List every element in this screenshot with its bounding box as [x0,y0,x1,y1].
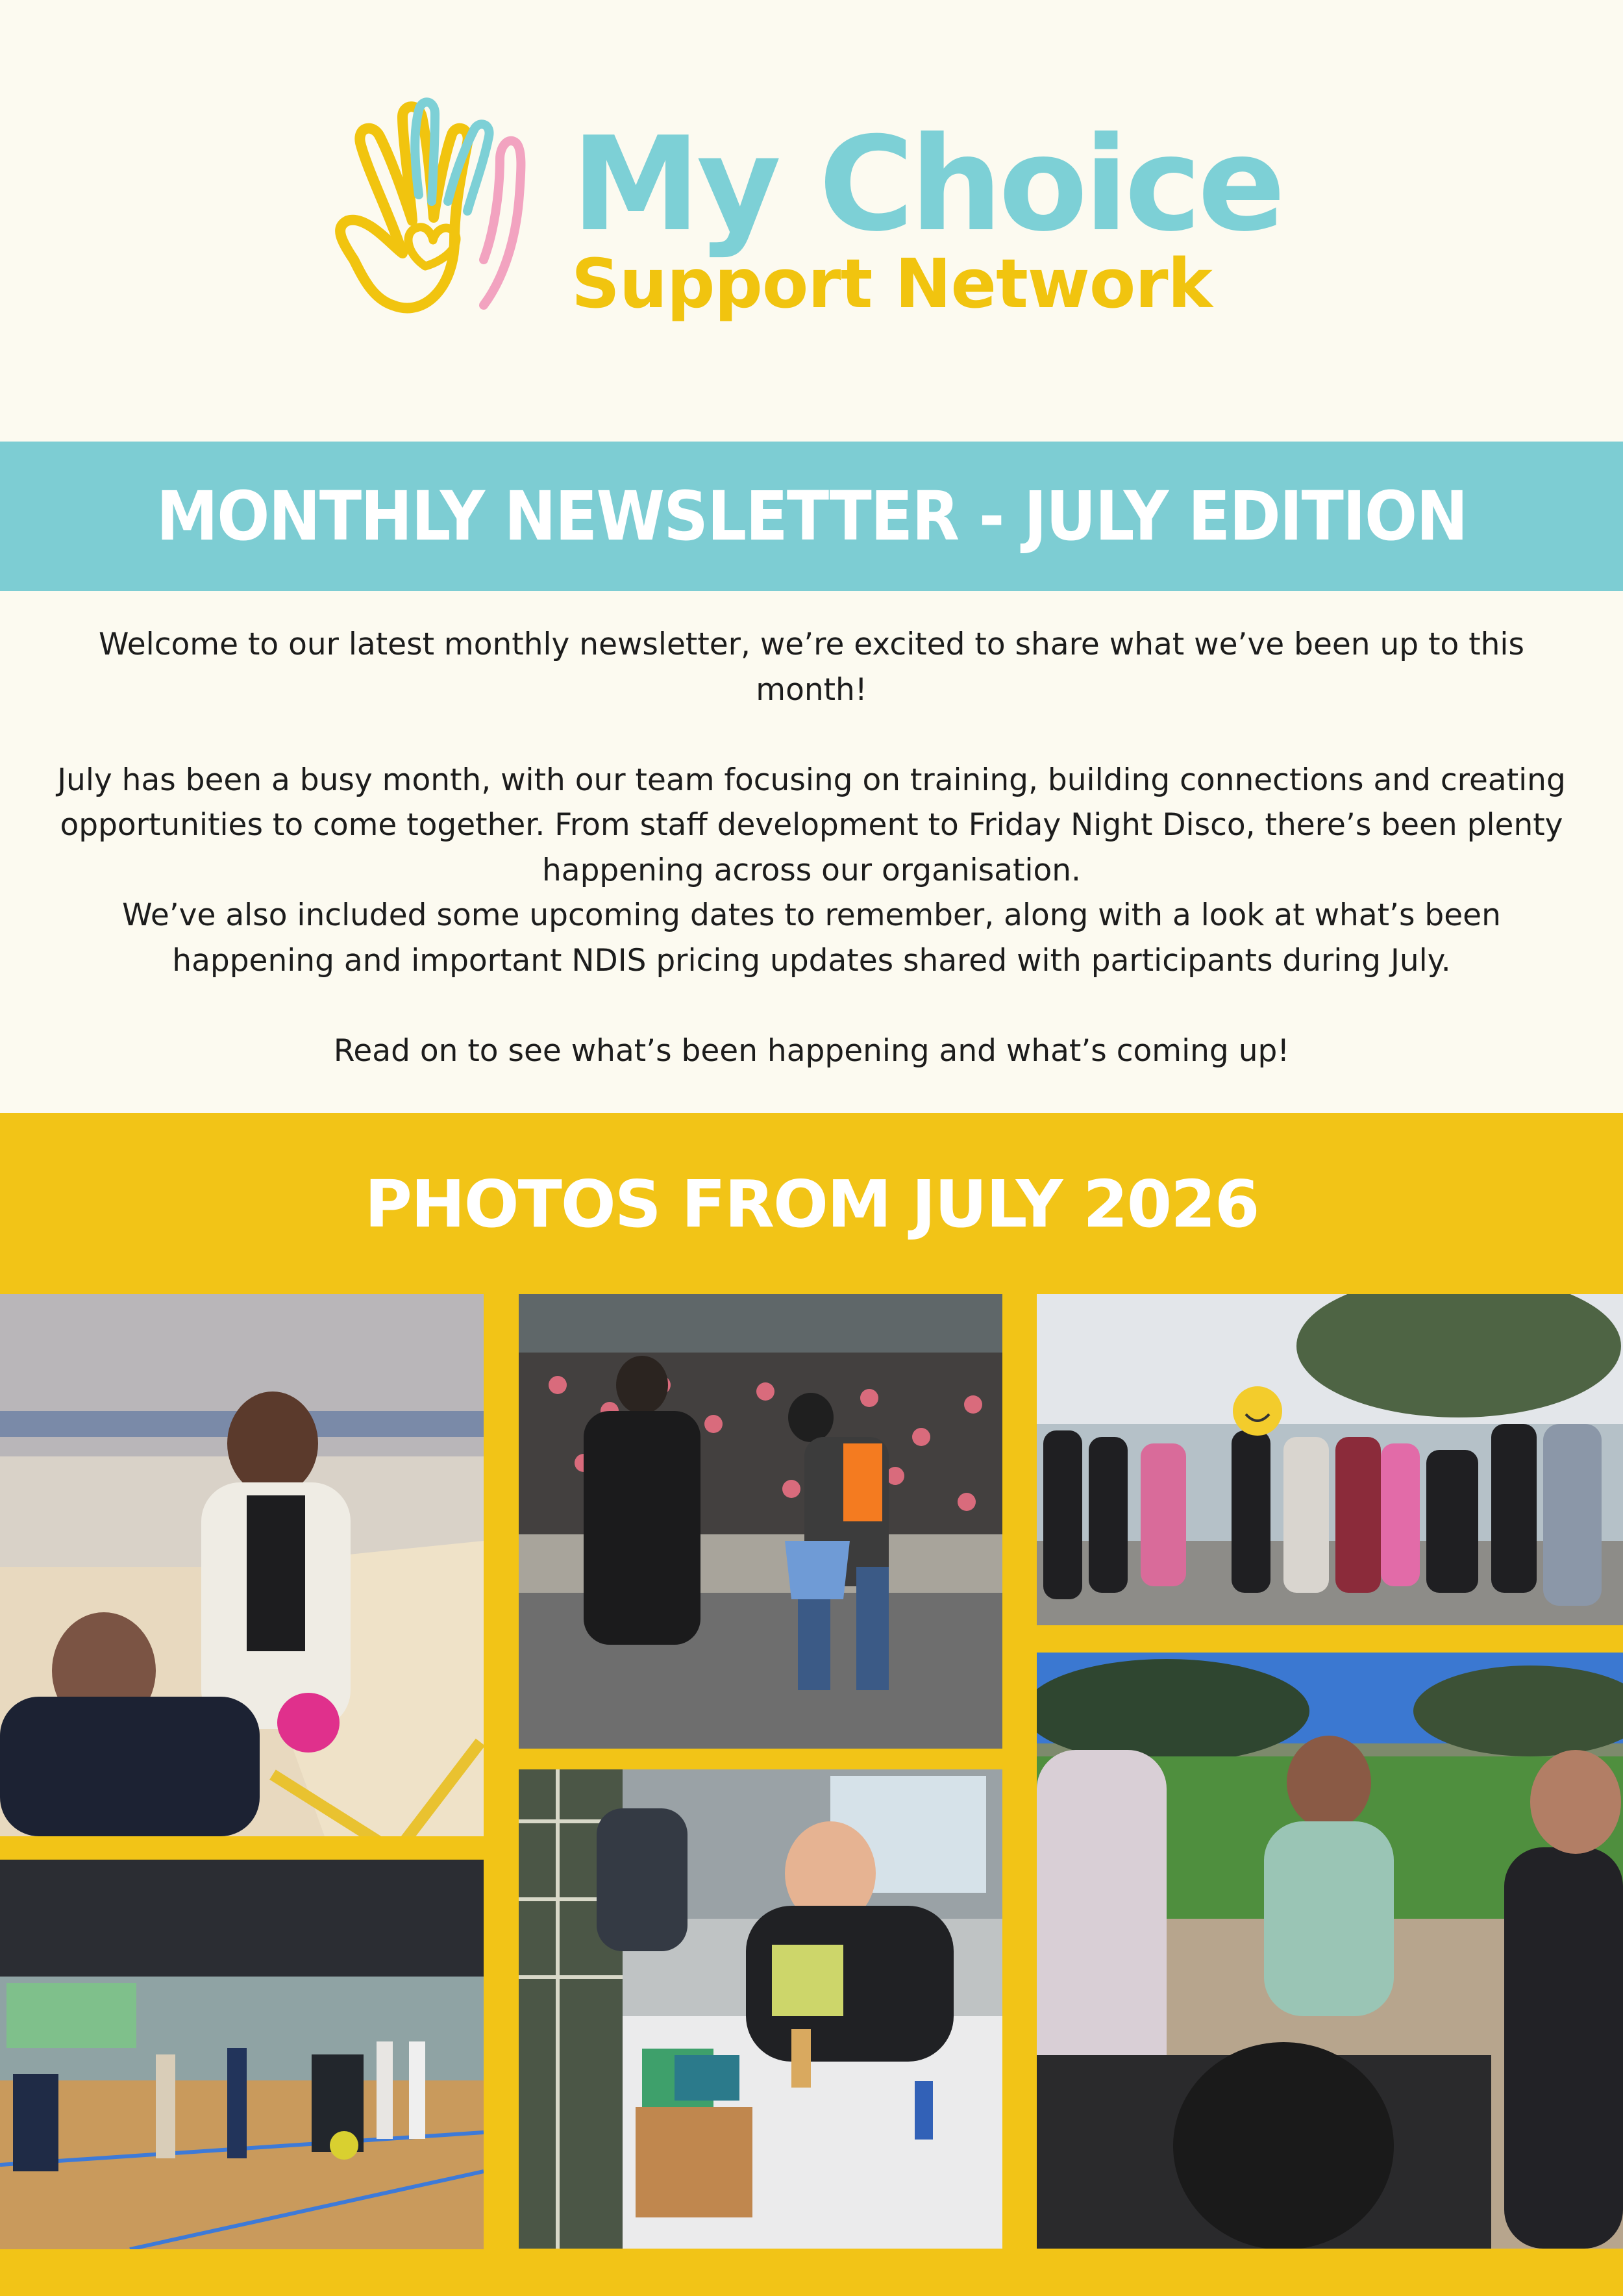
intro-text [45,622,1578,1073]
header [0,0,1623,442]
photos-title: PHOTOS FROM JULY 2026 [364,1166,1259,1242]
group-wave-photo [1037,1294,1623,1625]
brand-name [571,109,1282,323]
table-activity-photo [519,1769,1002,2249]
street-cleanup-photo [519,1294,1002,1749]
bowling-photo [0,1294,484,1836]
basketball-hall-photo [0,1860,484,2249]
brand-name-line1: My Choice [571,109,1282,260]
intro-upcoming: We’ve also included some upcoming dates to remember, along with a look at what’s been happening and important NDIS pricing updates shared with participants during July. [122,897,1501,979]
park-outing-photo [1037,1653,1623,2249]
intro-july-summary: July has been a busy month, with our team focusing on training, building connections and creating opportunities to come together. From staff development to Friday Night Disco, there’s been plenty happening across our organisation. [57,762,1566,888]
intro-closing: Read on to see what’s been happening and what’s coming up! [333,1032,1290,1069]
newsletter-title: MONTHLY NEWSLETTER - JULY EDITION [156,477,1467,556]
brand-name-line2: Support Network [571,244,1212,323]
hand-heart-logo-icon [328,97,549,331]
intro-welcome: Welcome to our latest monthly newsletter, we’re excited to share what we’ve been up to this month! [99,627,1524,708]
newsletter-title-band [0,442,1623,591]
